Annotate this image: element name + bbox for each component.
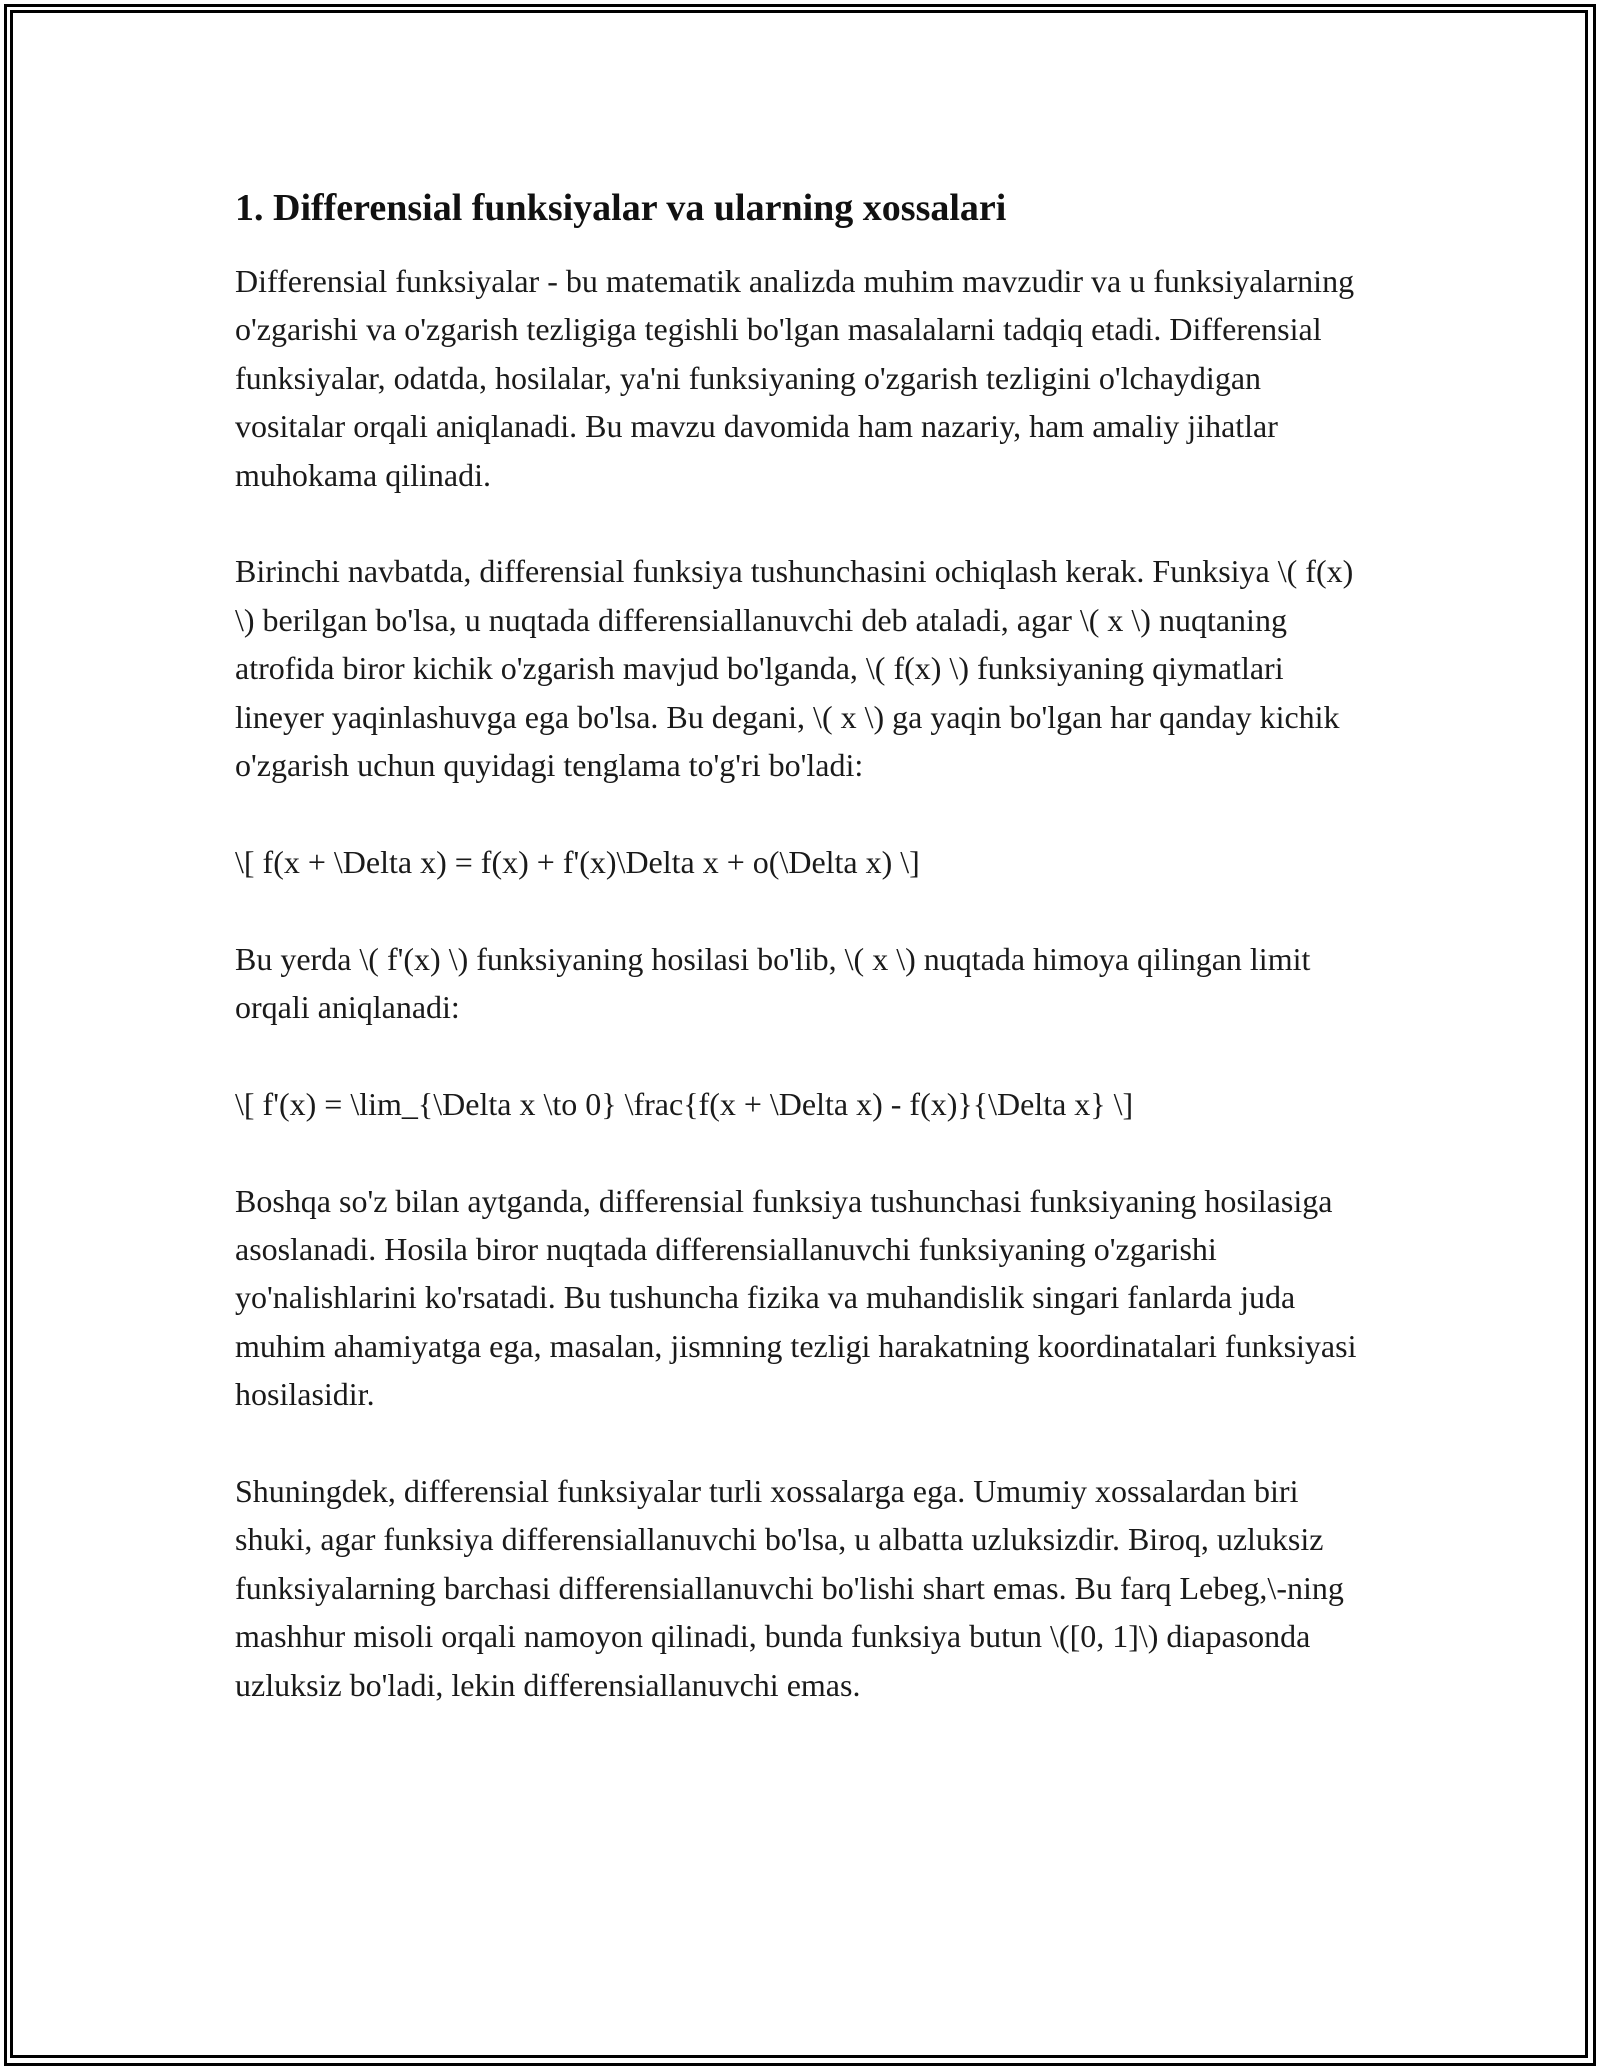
document-body [235,183,1365,1757]
section-title: 1. Differensial funksiyalar va ularning xossalari [235,187,1007,229]
paragraph-properties: Shuningdek, differensial funksiyalar turli xossalarga ega. Umumiy xossalardan biri shuki, agar funksiya differensiallanuvchi bo'lsa, u albatta uzluksizdir. Biroq, uzluksiz funksiyalarning barchasi differensiallanuvchi bo'lishi shart emas. Bu farq Lebeg,\-ning mashhur misoli orqali namoyon qilinadi, bunda funksiya butun \([0, 1]\) diapasonda uzluksiz bo'ladi, lekin differensiallanuvchi emas. [235,1473,1344,1703]
paragraph-definition: Birinchi navbatda, differensial funksiya tushunchasini ochiqlash kerak. Funksiya \( f(x) \) berilgan bo'lsa, u nuqtada differensiallanuvchi deb ataladi, agar \( x \) nuqtaning atrofida biror kichik o'zgarish mavjud bo'lganda, \( f(x) \) funksiyaning qiymatlari lineyer yaqinlashuvga ega bo'lsa. Bu degani, \( x \) ga yaqin bo'lgan har qanday kichik o'zgarish uchun quyidagi tenglama to'g'ri bo'ladi: [235,553,1354,784]
formula-derivative-limit: \[ f'(x) = \lim_{\Delta x \to 0} \frac{f(x + \Delta x) - f(x)}{\Delta x} \] [235,1085,1134,1122]
paragraph-derivative: Bu yerda \( f'(x) \) funksiyaning hosilasi bo'lib, \( x \) nuqtada himoya qilingan limit orqali aniqlanadi: [235,940,1311,1026]
paragraph-interpretation: Boshqa so'z bilan aytganda, differensial funksiya tushunchasi funksiyaning hosilasiga asoslanadi. Hosila biror nuqtada differensiallanuvchi funksiyaning o'zgarishi yo'nalishlarini ko'rsatadi. Bu tushuncha fizika va muhandislik singari fanlarda juda muhim ahamiyatga ega, masalan, jismning tezligi harakatning koordinatalari funksiyasi hosilasidir. [235,1182,1357,1413]
formula-linear-approximation: \[ f(x + \Delta x) = f(x) + f'(x)\Delta x + o(\Delta x) \] [235,843,920,880]
paragraph-intro: Differensial funksiyalar - bu matematik analizda muhim mavzudir va u funksiyalarning o'zgarishi va o'zgarish tezligiga tegishli bo'lgan masalalarni tadqiq etadi. Differensial funksiyalar, odatda, hosilalar, ya'ni funksiyaning o'zgarish tezligini o'lchaydigan vositalar orqali aniqlanadi. Bu mavzu davomida ham nazariy, ham amaliy jihatlar muhokama qilinadi. [235,263,1355,493]
